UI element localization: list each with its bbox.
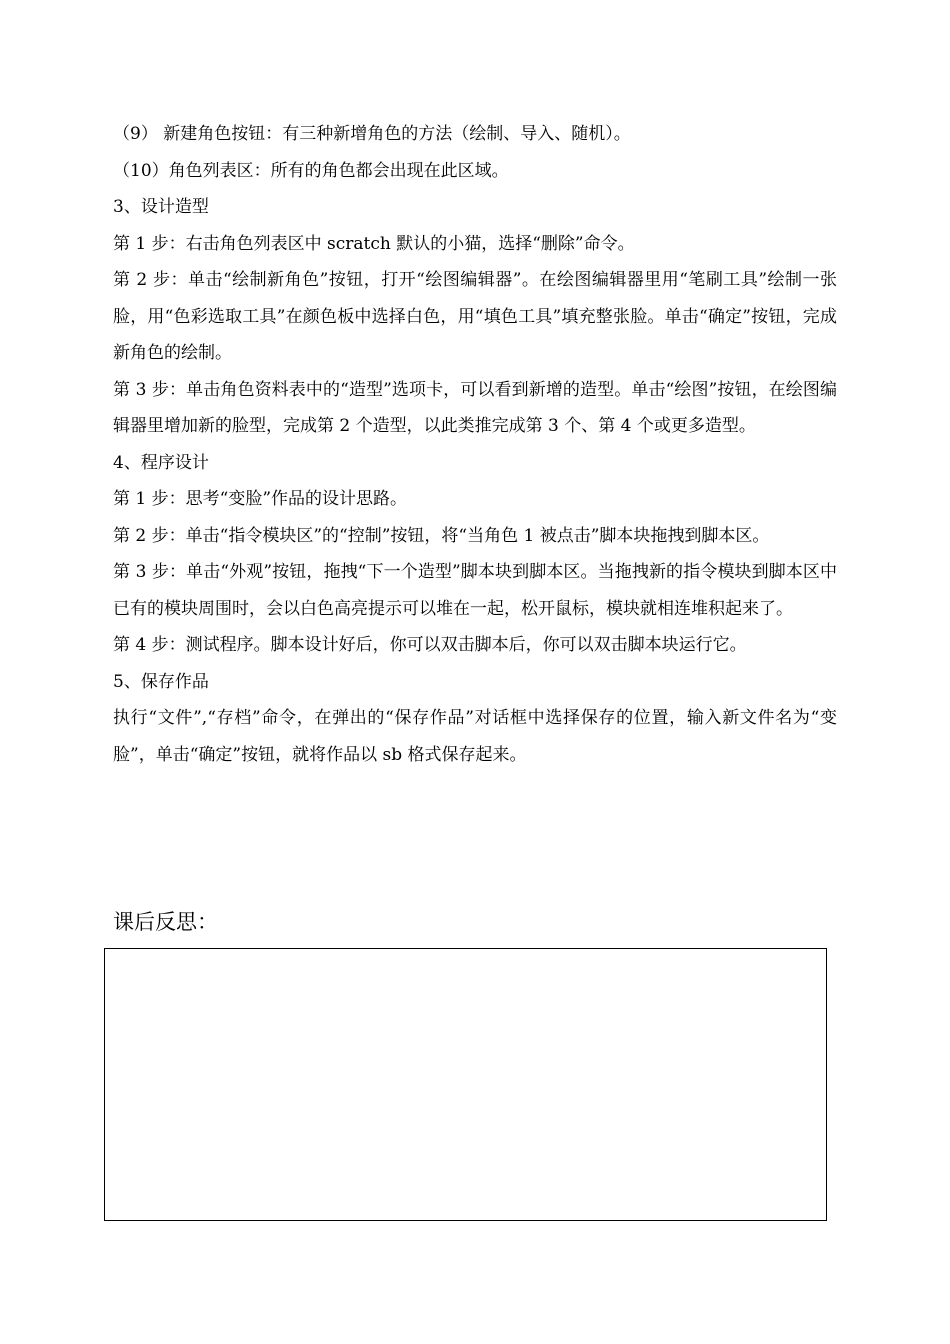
paragraph-step-2-control-block: 第 2 步：单击“指令模块区”的“控制”按钮，将“当角色 1 被点击”脚本块拖拽到脚本区。 (113, 525, 770, 546)
paragraph-step-4-test: 第 4 步：测试程序。脚本设计好后，你可以双击脚本后，你可以双击脚本块运行它。 (113, 635, 747, 655)
paragraph-step-3-add-costumes: 第 3 步：单击角色资料表中的“造型”选项卡，可以看到新增的造型。单击“绘图”按钮，在绘图编辑器里增加新的脸型，完成第 2 个造型，以此类推完成第 3 个、第 4 个或更多造型。 (113, 379, 837, 436)
section-heading-program-design: 4、程序设计 (113, 452, 209, 473)
paragraph-new-sprite-button: （9） 新建角色按钮：有三种新增角色的方法（绘制、导入、随机）。 (113, 124, 631, 144)
paragraph-step-1-delete-cat: 第 1 步：右击角色列表区中 scratch 默认的小猫，选择“删除”命令。 (113, 233, 635, 254)
paragraph-step-1-think: 第 1 步：思考“变脸”作品的设计思路。 (113, 489, 408, 509)
paragraph-sprite-list-area: （10）角色列表区：所有的角色都会出现在此区域。 (113, 160, 509, 181)
paragraph-step-3-looks-block: 第 3 步：单击“外观”按钮，拖拽“下一个造型”脚本块到脚本区。当拖拽新的指令模块到脚本区中已有的模块周围时，会以白色高亮提示可以堆在一起，松开鼠标，模块就相连堆积起来了。 (113, 562, 837, 619)
section-heading-save-work: 5、保存作品 (113, 671, 209, 692)
paragraph-step-2-draw-sprite: 第 2 步：单击“绘制新角色”按钮，打开“绘图编辑器”。在绘图编辑器里用“笔刷工具”绘制一张脸，用“色彩选取工具”在颜色板中选择白色，用“填色工具”填充整张脸。单击“确定”按钮，完成新角色的绘制。 (113, 270, 837, 363)
reflection-box (104, 948, 827, 1221)
paragraph-save-instructions: 执行“文件”,“存档”命令，在弹出的“保存作品”对话框中选择保存的位置，输入新文件名为“变脸”，单击“确定”按钮，就将作品以 sb 格式保存起来。 (113, 708, 837, 765)
reflection-heading: 课后反思： (113, 910, 218, 934)
section-heading-design-costume: 3、设计造型 (113, 197, 209, 217)
document-body (113, 116, 837, 773)
